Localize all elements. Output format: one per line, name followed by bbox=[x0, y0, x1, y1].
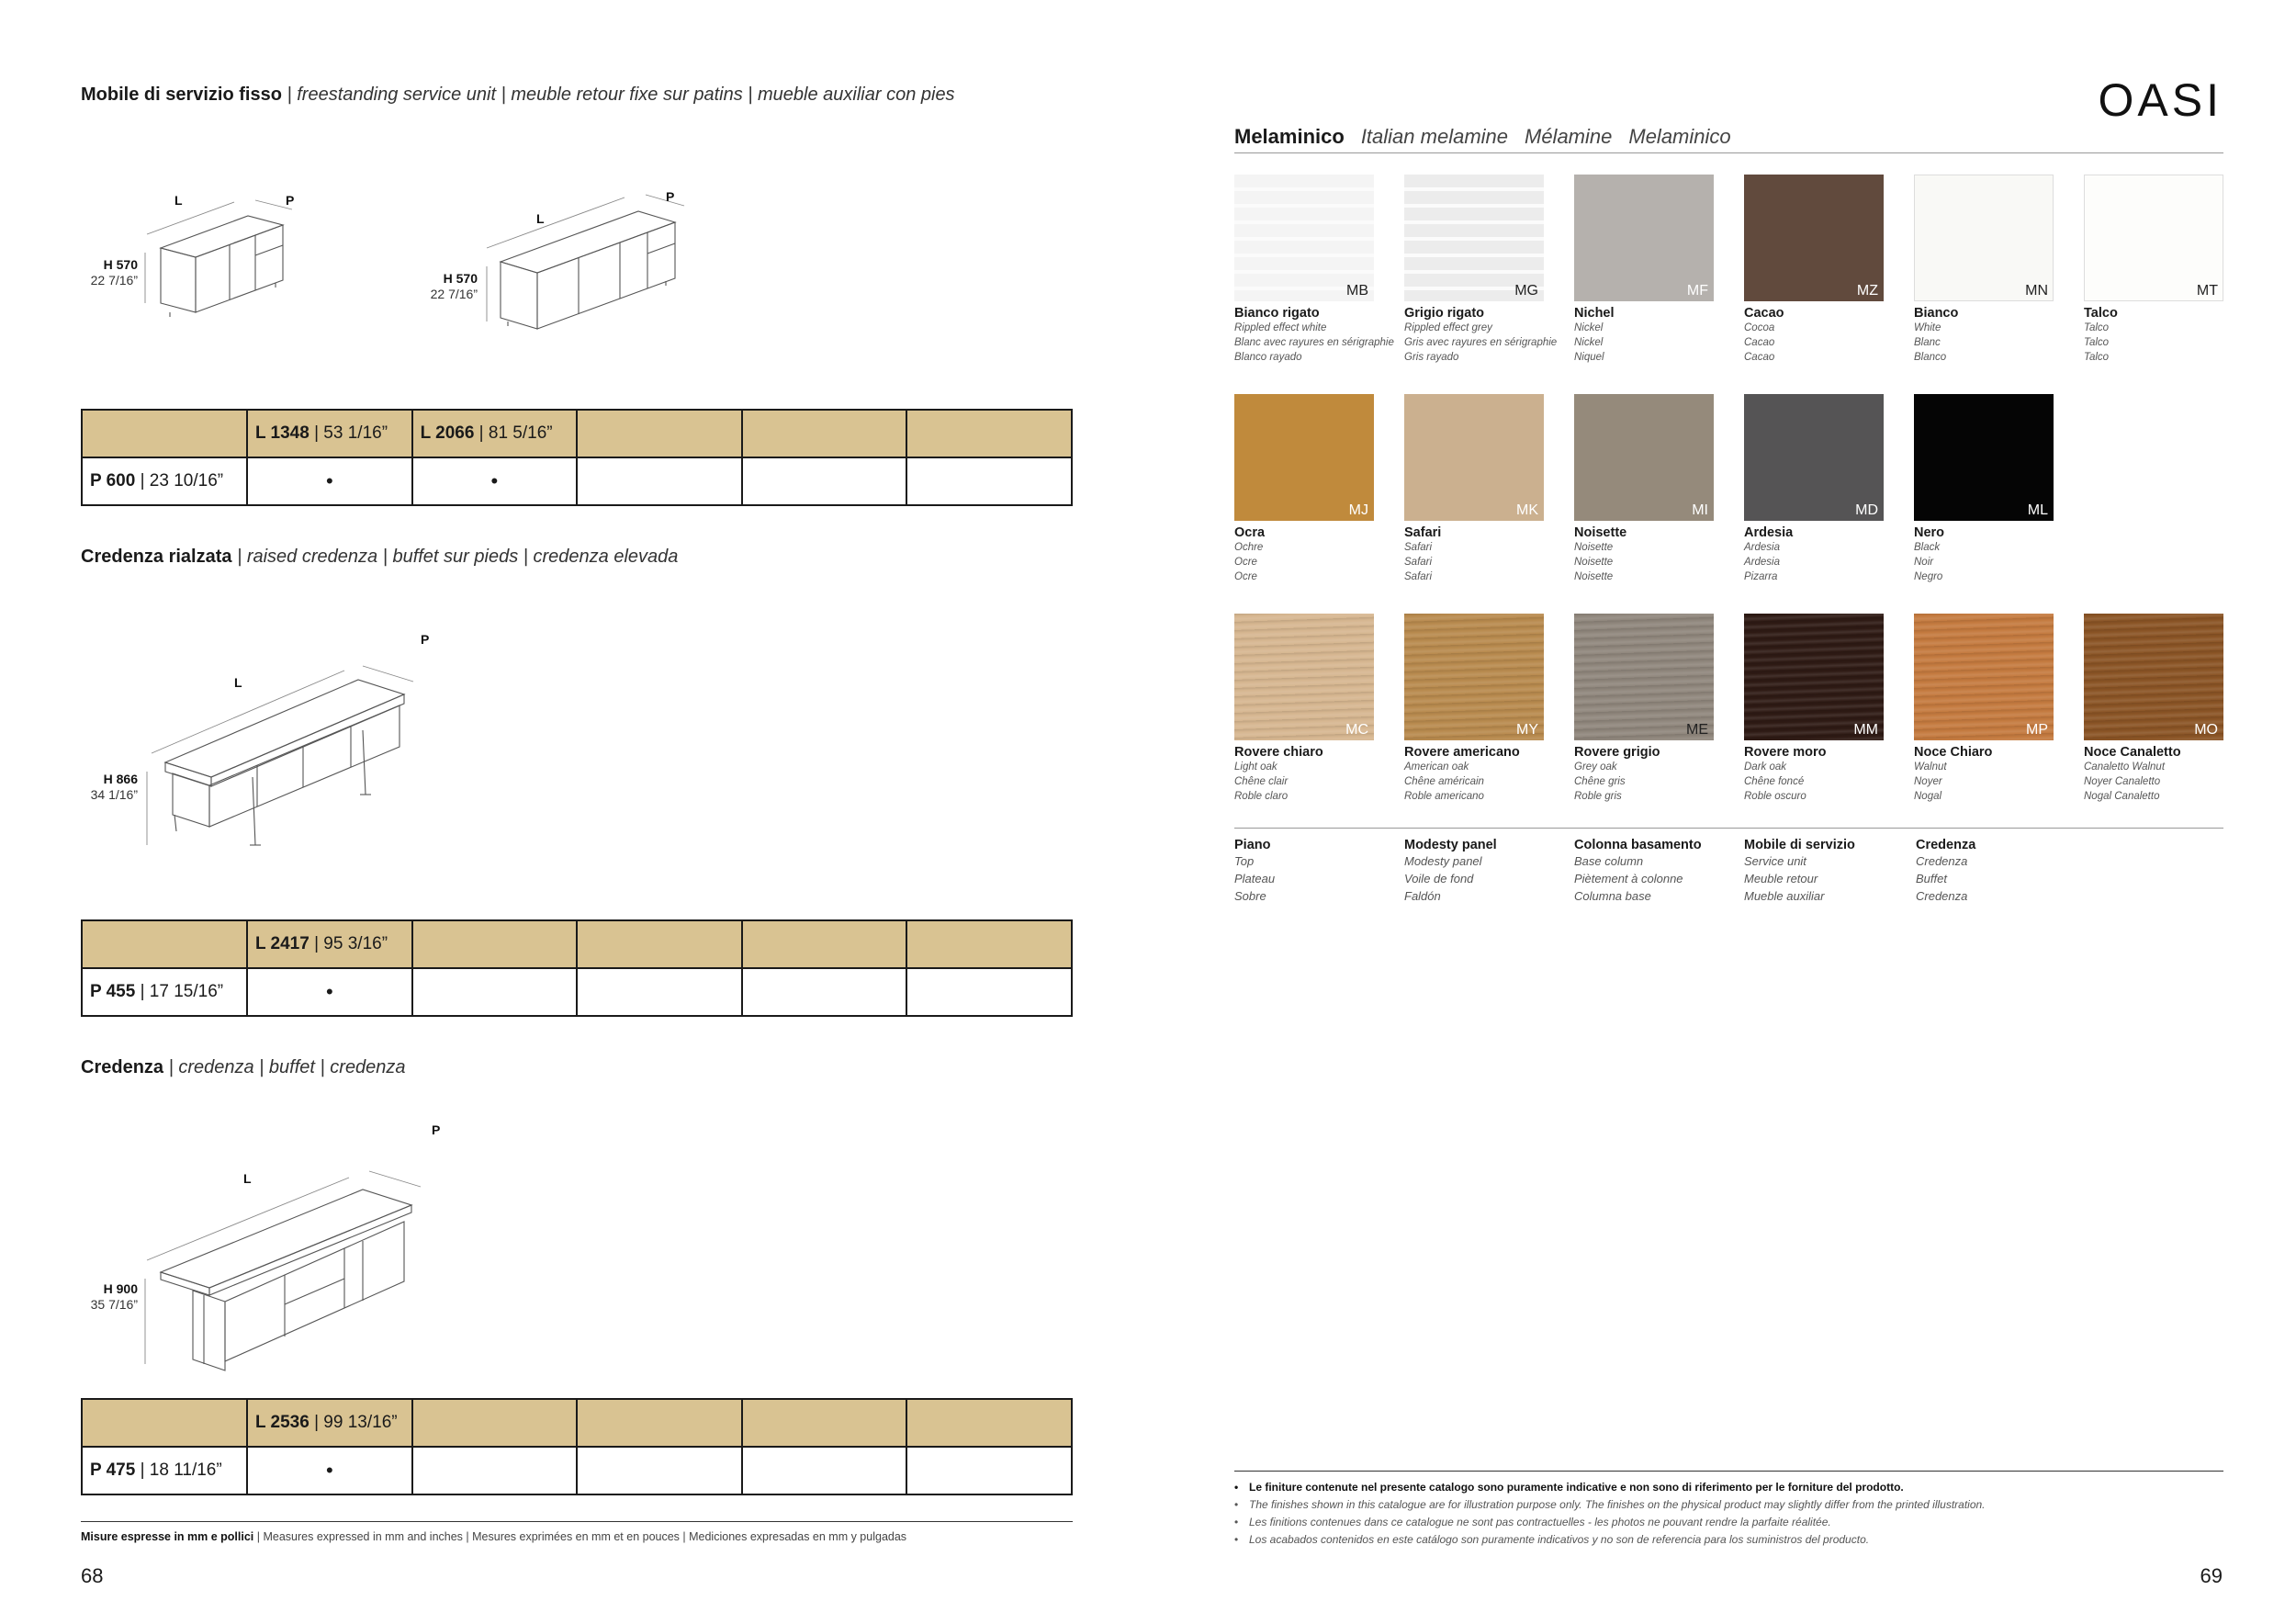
finish-swatch bbox=[1744, 614, 1884, 804]
swatch-name: Noce Canaletto bbox=[2084, 745, 2181, 760]
swatch-name: Noisette bbox=[1574, 525, 1627, 540]
dim-depth-label: P bbox=[286, 193, 295, 208]
legend-column bbox=[1916, 838, 2086, 905]
section-title-raised-credenza bbox=[81, 547, 678, 568]
dim-length-label: L bbox=[174, 193, 183, 208]
swatch-color-sample bbox=[1574, 175, 1714, 301]
legend-column bbox=[1404, 838, 1574, 905]
swatch-color-sample bbox=[2084, 175, 2223, 301]
legend-heading: Mobile di servizio bbox=[1744, 838, 1855, 852]
swatch-name: Ocra bbox=[1234, 525, 1266, 540]
swatch-translation: Gris avec rayures en sérigraphie bbox=[1404, 337, 1558, 348]
section-title-service-unit bbox=[81, 85, 955, 106]
swatch-translation: White bbox=[1914, 322, 1941, 333]
finish-swatch bbox=[1574, 394, 1714, 584]
table-header-row bbox=[82, 410, 1072, 457]
disclaimer-text: Le finiture contenute nel presente catalogo sono puramente indicative e non sono di riferimento per le forniture del prodotto. bbox=[1249, 1481, 1904, 1494]
swatch-translation: Rippled effect grey bbox=[1404, 322, 1492, 333]
disclaimer-text: Les finitions contenues dans ce catalogue ne sont pas contractuelles - les photos ne pouvant rendre la parfaite réalitée. bbox=[1249, 1516, 1831, 1528]
swatch-translation: Pizarra bbox=[1744, 571, 1778, 582]
legend-translation: Faldón bbox=[1404, 889, 1441, 903]
swatch-translation: Roble oscuro bbox=[1744, 791, 1806, 802]
swatch-name: Cacao bbox=[1744, 306, 1784, 321]
swatch-color-sample bbox=[1404, 175, 1544, 301]
table-corner-cell bbox=[82, 1399, 247, 1447]
swatch-translation: Light oak bbox=[1234, 761, 1277, 773]
table-corner-cell bbox=[82, 410, 247, 457]
table-corner-cell bbox=[82, 920, 247, 968]
availability-dot bbox=[742, 1447, 907, 1494]
swatch-translation: Talco bbox=[2084, 337, 2110, 348]
section-title-bold: Credenza rialzata bbox=[81, 547, 232, 567]
swatch-translation: Negro bbox=[1914, 571, 1943, 582]
table-row-label: P 475 | 18 11/16” bbox=[82, 1447, 247, 1494]
swatch-translation: Blanc bbox=[1914, 337, 1941, 348]
table-header-cell: L 2536 | 99 13/16” bbox=[247, 1399, 412, 1447]
swatch-name: Nichel bbox=[1574, 306, 1615, 321]
swatch-translation: Ardesia bbox=[1744, 542, 1780, 553]
legend-heading: Colonna basamento bbox=[1574, 838, 1702, 852]
disclaimer-line bbox=[1234, 1479, 2226, 1496]
section-title-translations: | raised credenza | buffet sur pieds | credenza elevada bbox=[237, 547, 679, 567]
swatch-name: Bianco bbox=[1914, 306, 1959, 321]
table-header-cell bbox=[906, 1399, 1072, 1447]
availability-dot bbox=[577, 457, 742, 505]
melamine-title-en: Italian melamine bbox=[1360, 125, 1508, 148]
swatch-translation: Nickel bbox=[1574, 322, 1604, 333]
swatch-translation: Rippled effect white bbox=[1234, 322, 1327, 333]
dim-height-label: H 900 35 7/16” bbox=[90, 1281, 138, 1312]
swatch-code: MN bbox=[2025, 283, 2048, 299]
availability-dot bbox=[412, 968, 578, 1016]
divider bbox=[1234, 1471, 2223, 1472]
swatch-name: Bianco rigato bbox=[1234, 306, 1320, 321]
legend-translation: Credenza bbox=[1916, 889, 1968, 903]
swatch-code: MD bbox=[1855, 502, 1878, 518]
finish-swatch bbox=[2084, 175, 2223, 365]
availability-dot bbox=[906, 968, 1072, 1016]
swatch-color-sample bbox=[1744, 394, 1884, 521]
swatch-translation: Chêne gris bbox=[1574, 776, 1626, 787]
table-header-cell: L 2417 | 95 3/16” bbox=[247, 920, 412, 968]
swatch-code: MK bbox=[1516, 502, 1538, 518]
swatch-translation: Chêne américain bbox=[1404, 776, 1484, 787]
swatch-code: MC bbox=[1345, 722, 1368, 738]
swatch-code: MF bbox=[1686, 283, 1708, 299]
swatch-translation: Safari bbox=[1404, 571, 1433, 582]
legend-translation: Base column bbox=[1574, 854, 1644, 868]
swatch-translation: Nickel bbox=[1574, 337, 1604, 348]
finish-swatch bbox=[1404, 175, 1558, 365]
swatch-color-sample bbox=[1914, 394, 2054, 521]
finish-swatch bbox=[2084, 614, 2223, 804]
legend-heading: Modesty panel bbox=[1404, 838, 1497, 852]
legend-translation: Sobre bbox=[1234, 889, 1266, 903]
availability-dot bbox=[742, 968, 907, 1016]
swatch-translation: Blanc avec rayures en sérigraphie bbox=[1234, 337, 1394, 348]
swatch-code: ML bbox=[2027, 502, 2048, 518]
melamine-title-bold: Melaminico bbox=[1234, 125, 1345, 148]
table-header-row bbox=[82, 1399, 1072, 1447]
swatch-code: MP bbox=[2026, 722, 2048, 738]
bullet-icon: • bbox=[1234, 1516, 1239, 1528]
swatch-code: MT bbox=[2196, 283, 2218, 299]
finish-swatch bbox=[1234, 394, 1374, 584]
table-row-label: P 600 | 23 10/16” bbox=[82, 457, 247, 505]
section-title-credenza bbox=[81, 1057, 406, 1078]
legend-translation: Piètement à colonne bbox=[1574, 872, 1683, 885]
legend-column bbox=[1234, 838, 1404, 905]
swatch-translation: Roble americano bbox=[1404, 791, 1484, 802]
legend-translation: Credenza bbox=[1916, 854, 1968, 868]
swatch-code: MM bbox=[1853, 722, 1878, 738]
disclaimer-line bbox=[1234, 1496, 2226, 1514]
table-row bbox=[82, 1447, 1072, 1494]
dim-length-label: L bbox=[243, 1171, 252, 1186]
bullet-icon: • bbox=[1234, 1533, 1239, 1546]
swatch-code: MB bbox=[1346, 283, 1368, 299]
table-row bbox=[82, 457, 1072, 505]
finish-swatch bbox=[1914, 614, 2054, 804]
table-header-cell bbox=[577, 920, 742, 968]
table-row bbox=[82, 968, 1072, 1016]
table-header-cell bbox=[577, 410, 742, 457]
finish-swatch bbox=[1914, 394, 2054, 584]
legend-translation: Top bbox=[1234, 854, 1255, 868]
availability-dot: • bbox=[247, 968, 412, 1016]
availability-dot bbox=[742, 457, 907, 505]
legend-translation: Columna base bbox=[1574, 889, 1651, 903]
table-header-row bbox=[82, 920, 1072, 968]
swatch-color-sample bbox=[1234, 394, 1374, 521]
dim-height-label: H 570 22 7/16” bbox=[430, 271, 478, 301]
swatch-translation: Noyer bbox=[1914, 776, 1942, 787]
legend-translation: Buffet bbox=[1916, 872, 1947, 885]
dim-depth-label: P bbox=[432, 1122, 441, 1137]
swatch-translation: Nogal Canaletto bbox=[2084, 791, 2160, 802]
swatch-translation: Nogal bbox=[1914, 791, 1942, 802]
availability-dot: • bbox=[247, 1447, 412, 1494]
table-header-cell: L 2066 | 81 5/16” bbox=[412, 410, 578, 457]
swatch-color-sample bbox=[1744, 175, 1884, 301]
swatch-code: ME bbox=[1686, 722, 1708, 738]
swatch-translation: Grey oak bbox=[1574, 761, 1617, 773]
legend-heading: Piano bbox=[1234, 838, 1271, 852]
legend-translation: Plateau bbox=[1234, 872, 1276, 885]
table-header-cell bbox=[412, 1399, 578, 1447]
legend-translation: Meuble retour bbox=[1744, 872, 1818, 885]
swatch-color-sample bbox=[1234, 175, 1374, 301]
melamine-title-es: Melaminico bbox=[1628, 125, 1731, 148]
dim-depth-label: P bbox=[421, 632, 430, 647]
section-title-translations: | credenza | buffet | credenza bbox=[168, 1057, 406, 1077]
swatch-color-sample bbox=[1744, 614, 1884, 740]
swatch-name: Noce Chiaro bbox=[1914, 745, 1993, 760]
swatch-translation: Cacao bbox=[1744, 352, 1775, 363]
disclaimer-line bbox=[1234, 1514, 2226, 1531]
finish-swatch bbox=[1404, 614, 1544, 804]
raised-credenza-drawing bbox=[138, 625, 450, 863]
swatch-name: Ardesia bbox=[1744, 525, 1794, 540]
swatch-translation: Cacao bbox=[1744, 337, 1775, 348]
swatch-name: Nero bbox=[1914, 525, 1945, 540]
bullet-icon: • bbox=[1234, 1481, 1239, 1494]
legend-translation: Modesty panel bbox=[1404, 854, 1482, 868]
swatch-translation: Roble claro bbox=[1234, 791, 1289, 802]
divider bbox=[81, 1521, 1073, 1522]
dim-length-label: L bbox=[536, 211, 545, 226]
swatch-translation: Niquel bbox=[1574, 352, 1604, 363]
legend-column bbox=[1574, 838, 1744, 905]
availability-dot: • bbox=[247, 457, 412, 505]
page-number-left: 68 bbox=[81, 1564, 104, 1587]
swatch-translation: Noyer Canaletto bbox=[2084, 776, 2161, 787]
swatch-name: Grigio rigato bbox=[1404, 306, 1484, 321]
swatch-color-sample bbox=[1914, 175, 2054, 301]
service-unit-long-drawing bbox=[482, 184, 703, 340]
swatch-name: Rovere grigio bbox=[1574, 745, 1660, 760]
table-header-cell bbox=[742, 920, 907, 968]
legend-translation: Mueble auxiliar bbox=[1744, 889, 1825, 903]
availability-dot bbox=[412, 1447, 578, 1494]
swatch-translation: Cocoa bbox=[1744, 322, 1775, 333]
table-header-cell bbox=[906, 410, 1072, 457]
table-header-cell bbox=[412, 920, 578, 968]
measure-note: Misure espresse in mm e pollici | Measures expressed in mm and inches | Mesures exprimées en mm et en pouces | Mediciones expresadas en mm y pulgadas bbox=[81, 1530, 907, 1543]
swatch-translation: Noisette bbox=[1574, 557, 1614, 568]
swatch-color-sample bbox=[1914, 614, 2054, 740]
swatch-color-sample bbox=[2084, 614, 2223, 740]
section-title-translations: | freestanding service unit | meuble retour fixe sur patins | mueble auxiliar con pies bbox=[287, 85, 955, 105]
swatch-name: Rovere chiaro bbox=[1234, 745, 1323, 760]
swatch-translation: Dark oak bbox=[1744, 761, 1787, 773]
swatch-code: MO bbox=[2194, 722, 2218, 738]
swatch-translation: Ochre bbox=[1234, 542, 1264, 553]
finish-swatch bbox=[1914, 175, 2054, 365]
legend-translation: Voile de fond bbox=[1404, 872, 1474, 885]
service-unit-spec-table bbox=[81, 409, 1073, 506]
swatch-color-sample bbox=[1404, 614, 1544, 740]
swatch-translation: Blanco bbox=[1914, 352, 1947, 363]
swatch-translation: Chêne clair bbox=[1234, 776, 1289, 787]
availability-dot bbox=[577, 1447, 742, 1494]
swatch-name: Rovere moro bbox=[1744, 745, 1827, 760]
finish-swatch bbox=[1234, 175, 1394, 365]
disclaimer-line bbox=[1234, 1531, 2226, 1549]
swatch-name: Safari bbox=[1404, 525, 1442, 540]
legend-translation: Service unit bbox=[1744, 854, 1806, 868]
dim-length-label: L bbox=[234, 675, 242, 690]
swatch-translation: Roble gris bbox=[1574, 791, 1622, 802]
table-header-cell bbox=[742, 410, 907, 457]
availability-dot bbox=[906, 1447, 1072, 1494]
finish-disclaimer-notes bbox=[1234, 1479, 2226, 1549]
swatch-translation: Safari bbox=[1404, 542, 1433, 553]
availability-dot bbox=[577, 968, 742, 1016]
table-header-cell: L 1348 | 53 1/16” bbox=[247, 410, 412, 457]
page-number-right: 69 bbox=[2200, 1564, 2223, 1587]
swatch-translation: Safari bbox=[1404, 557, 1433, 568]
swatch-color-sample bbox=[1234, 614, 1374, 740]
availability-dot: • bbox=[412, 457, 578, 505]
swatch-color-sample bbox=[1574, 394, 1714, 521]
dim-height-label: H 570 22 7/16” bbox=[90, 257, 138, 288]
swatch-color-sample bbox=[1574, 614, 1714, 740]
dim-depth-label: P bbox=[666, 189, 675, 204]
melamine-title bbox=[1234, 125, 1731, 149]
finish-swatch bbox=[1234, 614, 1374, 804]
swatch-code: MY bbox=[1516, 722, 1538, 738]
swatch-name: Talco bbox=[2084, 306, 2118, 321]
raised-credenza-spec-table bbox=[81, 919, 1073, 1017]
section-title-bold: Credenza bbox=[81, 1057, 164, 1077]
swatch-translation: Ocre bbox=[1234, 557, 1257, 568]
swatch-translation: Noisette bbox=[1574, 542, 1614, 553]
finish-swatch bbox=[1744, 394, 1884, 584]
swatch-translation: Gris rayado bbox=[1404, 352, 1459, 363]
legend-column bbox=[1744, 838, 1914, 905]
melamine-title-fr: Mélamine bbox=[1525, 125, 1613, 148]
swatch-translation: Talco bbox=[2084, 322, 2110, 333]
table-header-cell bbox=[742, 1399, 907, 1447]
swatch-translation: Ocre bbox=[1234, 571, 1257, 582]
swatch-translation: Noir bbox=[1914, 557, 1934, 568]
swatch-translation: Black bbox=[1914, 542, 1941, 553]
bullet-icon: • bbox=[1234, 1498, 1239, 1511]
swatch-translation: Walnut bbox=[1914, 761, 1947, 773]
finish-swatch bbox=[1404, 394, 1544, 584]
finish-swatch bbox=[1744, 175, 1884, 365]
credenza-drawing bbox=[138, 1121, 468, 1387]
credenza-spec-table bbox=[81, 1398, 1073, 1495]
swatch-translation: Chêne foncé bbox=[1744, 776, 1805, 787]
swatch-translation: Blanco rayado bbox=[1234, 352, 1302, 363]
swatch-code: MJ bbox=[1348, 502, 1368, 518]
swatch-translation: American oak bbox=[1404, 761, 1469, 773]
finish-swatch bbox=[1574, 175, 1714, 365]
swatch-color-sample bbox=[1404, 394, 1544, 521]
table-header-cell bbox=[906, 920, 1072, 968]
divider bbox=[1234, 152, 2223, 153]
swatch-code: MZ bbox=[1856, 283, 1878, 299]
swatch-name: Rovere americano bbox=[1404, 745, 1520, 760]
swatch-translation: Noisette bbox=[1574, 571, 1614, 582]
brand-logo: OASI bbox=[2098, 74, 2223, 126]
disclaimer-text: The finishes shown in this catalogue are for illustration purpose only. The finishes on the physical product may slightly differ from the printed illustration. bbox=[1249, 1498, 1986, 1511]
swatch-translation: Ardesia bbox=[1744, 557, 1780, 568]
divider bbox=[1234, 828, 2223, 829]
legend-heading: Credenza bbox=[1916, 838, 1976, 852]
swatch-code: MG bbox=[1514, 283, 1538, 299]
finish-swatch bbox=[1574, 614, 1714, 804]
section-title-bold: Mobile di servizio fisso bbox=[81, 85, 282, 105]
swatch-translation: Canaletto Walnut bbox=[2084, 761, 2166, 773]
table-header-cell bbox=[577, 1399, 742, 1447]
table-row-label: P 455 | 17 15/16” bbox=[82, 968, 247, 1016]
dim-height-label: H 866 34 1/16” bbox=[90, 772, 138, 802]
swatch-translation: Talco bbox=[2084, 352, 2110, 363]
availability-dot bbox=[906, 457, 1072, 505]
swatch-code: MI bbox=[1692, 502, 1708, 518]
disclaimer-text: Los acabados contenidos en este catálogo son puramente indicativos y no son de referencia para los suministros del producto. bbox=[1249, 1533, 1870, 1546]
